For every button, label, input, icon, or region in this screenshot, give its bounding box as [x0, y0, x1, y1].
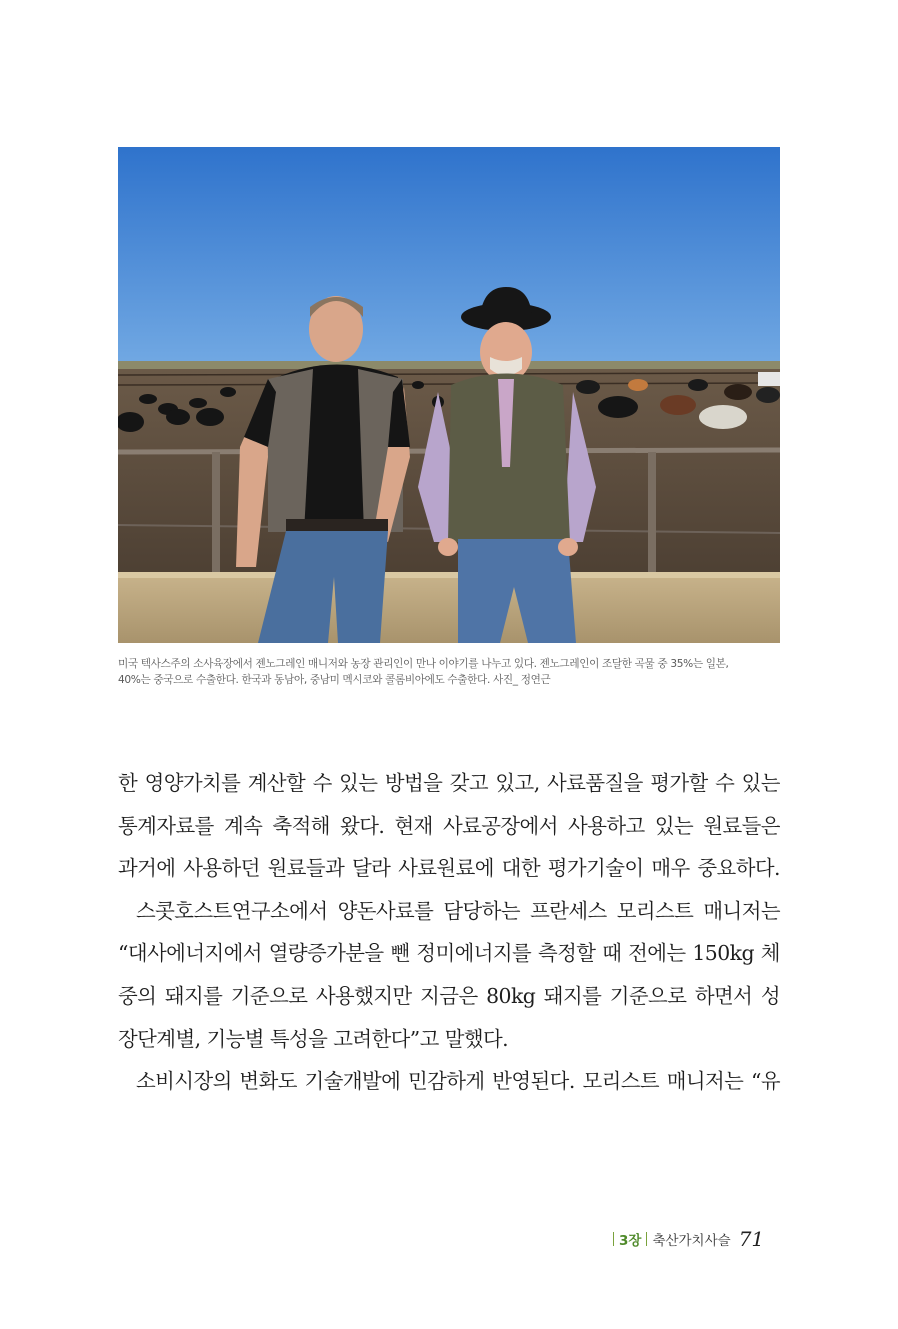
body-line: 한 영양가치를 계산할 수 있는 방법을 갖고 있고, 사료품질을 평가할 수 있는 [118, 771, 780, 795]
divider [646, 1232, 647, 1246]
page-footer [608, 1224, 764, 1254]
feedlot-photo [118, 147, 780, 643]
body-text [118, 762, 780, 1103]
body-line: 스콧호스트연구소에서 양돈사료를 담당하는 프란세스 모리스트 매니저는 [136, 898, 780, 923]
body-line: 장단계별, 기능별 특성을 고려한다”고 말했다. [118, 1026, 509, 1051]
photo-caption [118, 656, 780, 688]
body-line: “대사에너지에서 열량증가분을 뺀 정미에너지를 측정할 때 전에는 150kg 체 [118, 941, 780, 966]
caption-line-2: 40%는 중국으로 수출한다. 한국과 동남아, 중남미 멕시코와 콜롬비아에도 수출한다. 사진_ 정연근 [118, 674, 551, 686]
chapter-label: 3장 [619, 1233, 642, 1249]
body-line: 소비시장의 변화도 기술개발에 민감하게 반영된다. 모리스트 매니저는 “유 [136, 1069, 780, 1094]
page-number: 71 [738, 1227, 765, 1251]
body-line: 과거에 사용하던 원료들과 달라 사료원료에 대한 평가기술이 매우 중요하다. [118, 856, 780, 881]
divider [613, 1232, 614, 1246]
caption-line-1: 미국 텍사스주의 소사육장에서 젠노그레인 매니저와 농장 관리인이 만나 이야기를 나누고 있다. 젠노그레인이 조달한 곡물 중 35%는 일본, [118, 658, 729, 670]
section-title: 축산가치사슬 [652, 1233, 731, 1249]
body-line: 중의 돼지를 기준으로 사용했지만 지금은 80kg 돼지를 기준으로 하면서 성 [118, 983, 780, 1008]
body-line: 통계자료를 계속 축적해 왔다. 현재 사료공장에서 사용하고 있는 원료들은 [118, 813, 780, 838]
